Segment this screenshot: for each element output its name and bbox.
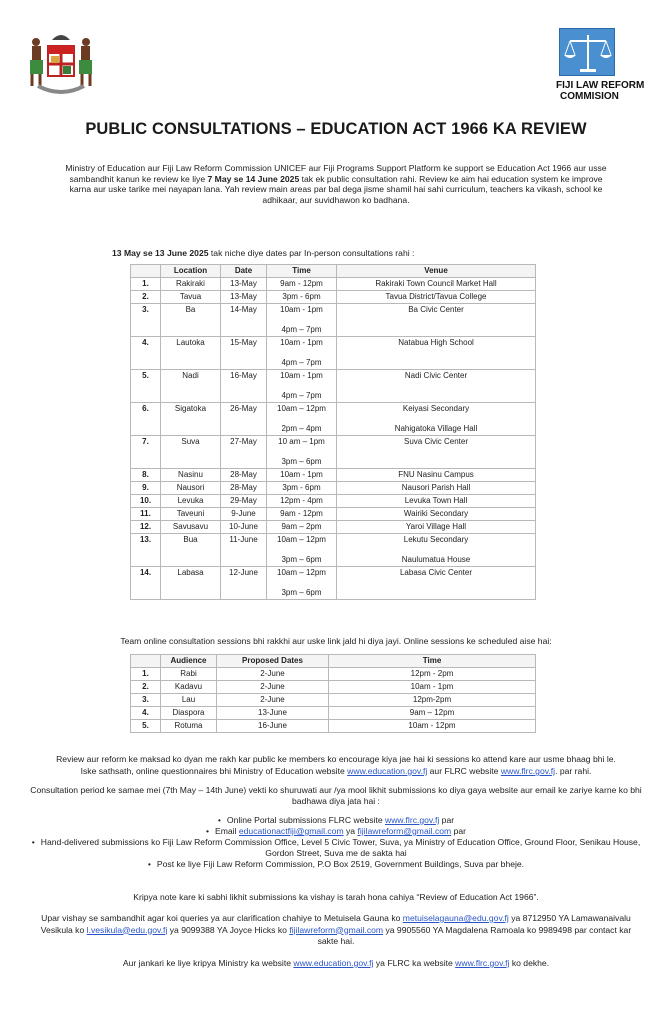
column-header: Date: [221, 265, 267, 278]
time-line: [269, 348, 334, 358]
row-number: 12.: [131, 521, 161, 534]
education-email-link[interactable]: educationactfiji@gmail.com: [238, 826, 344, 836]
venue-cell: [337, 508, 536, 521]
venue-line: Wairiki Secondary: [403, 509, 469, 518]
venue-cell: [337, 403, 536, 436]
education-website-link[interactable]: www.education.gov.fj: [293, 958, 374, 968]
location-cell: Labasa: [161, 567, 221, 600]
venue-line: [339, 545, 533, 555]
location-cell: Savusavu: [161, 521, 221, 534]
row-number: 2.: [131, 681, 161, 694]
time-line: 4pm – 7pm: [281, 358, 322, 367]
venue-cell: [337, 278, 536, 291]
column-header: Proposed Dates: [217, 655, 329, 668]
row-number: 9.: [131, 482, 161, 495]
location-cell: Nausori: [161, 482, 221, 495]
table-row: [131, 534, 536, 567]
time-line: 10am - 1pm: [280, 470, 323, 479]
audience-cell: Lau: [161, 694, 217, 707]
venue-line: Levuka Town Hall: [404, 496, 468, 505]
date-cell: 2-June: [217, 694, 329, 707]
page-title: PUBLIC CONSULTATIONS – EDUCATION ACT 1966 KA REVIEW: [85, 120, 587, 138]
time-cell: [267, 508, 337, 521]
date-cell: 16-May: [221, 370, 267, 403]
date-cell: 27-May: [221, 436, 267, 469]
date-cell: 13-May: [221, 278, 267, 291]
time-cell: [267, 337, 337, 370]
intro-dates: 7 May se 14 June 2025: [207, 173, 300, 184]
venue-cell: [337, 567, 536, 600]
time-line: 10 am – 1pm: [278, 437, 325, 446]
table-row: [131, 482, 536, 495]
time-cell: 10am - 1pm: [329, 681, 536, 694]
row-number: 11.: [131, 508, 161, 521]
location-cell: Rakiraki: [161, 278, 221, 291]
column-header: Time: [329, 655, 536, 668]
table-row: [131, 567, 536, 600]
contacts-text: Upar vishay se sambandhit agar koi queries ya aur clarification chahiye to Metuisela Gauna ko: [41, 913, 403, 923]
online-sessions-table: [130, 654, 536, 733]
date-cell: 2-June: [217, 681, 329, 694]
venue-line: Nausori Parish Hall: [401, 483, 471, 492]
flrc-website-link[interactable]: www.flrc.gov.fj: [385, 815, 440, 825]
time-cell: 12pm-2pm: [329, 694, 536, 707]
venue-cell: [337, 370, 536, 403]
contacts-paragraph: [30, 913, 642, 948]
table-row: [131, 694, 536, 707]
row-number: 1.: [131, 278, 161, 291]
venue-cell: [337, 482, 536, 495]
org-name-line1: FIJI LAW REFORM: [556, 80, 645, 91]
time-cell: [267, 521, 337, 534]
review-text: aur FLRC website: [427, 766, 501, 776]
time-cell: [267, 291, 337, 304]
venue-line: Rakiraki Town Council Market Hall: [375, 279, 497, 288]
time-line: 12pm - 4pm: [280, 496, 323, 505]
row-number: 8.: [131, 469, 161, 482]
table-row: [131, 521, 536, 534]
table-row: [131, 304, 536, 337]
time-cell: [267, 370, 337, 403]
venue-line: Nadi Civic Center: [404, 371, 468, 380]
venue-line: Naulumatua House: [401, 555, 471, 564]
intro-text: Ministry of Education aur Fiji Law Reform Commission UNICEF aur Fiji Programs Support Platform ke support se Education Act 1966 aur usse sambandhit kanun ke review ke liye: [65, 163, 607, 184]
location-cell: Taveuni: [161, 508, 221, 521]
contacts-text: ya 9099388 YA Joyce Hicks ko: [167, 924, 290, 935]
row-number: 3.: [131, 304, 161, 337]
flrc-email-link[interactable]: fijilawreform@gmail.com: [357, 826, 452, 836]
list-item-text: par: [439, 815, 455, 825]
row-number: 3.: [131, 694, 161, 707]
time-cell: 10am - 12pm: [329, 720, 536, 733]
audience-cell: Rabi: [161, 668, 217, 681]
column-header: [131, 655, 161, 668]
contact-email-link[interactable]: metuiselagauna@edu.gov.fj: [402, 913, 509, 923]
venue-line: Natabua High School: [398, 338, 474, 347]
date-cell: 13-June: [217, 707, 329, 720]
column-header: Location: [161, 265, 221, 278]
venue-cell: [337, 291, 536, 304]
location-cell: Levuka: [161, 495, 221, 508]
scales-of-justice-icon: [559, 28, 615, 76]
row-number: 4.: [131, 337, 161, 370]
venue-cell: [337, 304, 536, 337]
audience-cell: Kadavu: [161, 681, 217, 694]
fiji-coat-of-arms-logo: [26, 28, 96, 100]
review-line2: [28, 765, 644, 777]
time-line: 9am - 12pm: [280, 279, 323, 288]
table-row: [131, 337, 536, 370]
row-number: 5.: [131, 370, 161, 403]
venue-line: Labasa Civic Center: [399, 568, 473, 577]
table-row: [131, 508, 536, 521]
table-row: [131, 681, 536, 694]
time-line: [269, 381, 334, 391]
audience-cell: Diaspora: [161, 707, 217, 720]
intro-text-rest: tak ek public consultation rahi. Review ke aim hai education system ke improve karna aur uske tarike mei nayapan lana. Yah review main areas par bal dega jisme shamil hai sahi curriculum, teachers ka vikash, school ke adhikaar, aur suvidhawon ko badhana.: [69, 173, 603, 205]
time-cell: 12pm - 2pm: [329, 668, 536, 681]
list-item: [30, 815, 642, 826]
venue-cell: [337, 337, 536, 370]
org-name-line2: COMMISION: [560, 91, 619, 102]
online-intro: Team online consultation sessions bhi rakkhi aur uske link jald hi diya jayi. Online sessions ke scheduled aise hai:: [120, 636, 552, 646]
location-cell: Sigatoka: [161, 403, 221, 436]
venue-cell: [337, 469, 536, 482]
table-row: [131, 469, 536, 482]
venue-line: Keiyasi Secondary: [402, 404, 470, 413]
venue-cell: [337, 534, 536, 567]
date-cell: 13-May: [221, 291, 267, 304]
time-line: 3pm – 6pm: [281, 555, 322, 564]
table-row: [131, 668, 536, 681]
time-cell: [267, 304, 337, 337]
time-cell: [267, 403, 337, 436]
list-item: • Hand-delivered submissions ko Fiji Law Reform Commission Office, Level 5 Civic Tower, Suva, ya Ministry of Education Office, Ground Floor, Senikau House, Gordon Street, Suva me de sakta hai: [30, 837, 642, 859]
submission-subject-note: Kripya note kare ki sabhi likhit submissions ka vishay is tarah hona cahiya “Review of Education Act 1966”.: [133, 892, 539, 902]
time-line: 10am – 12pm: [277, 404, 326, 413]
date-cell: 26-May: [221, 403, 267, 436]
time-line: 10am – 12pm: [277, 535, 326, 544]
time-line: 3pm - 6pm: [282, 292, 321, 301]
flrc-logo: [556, 28, 646, 104]
row-number: 13.: [131, 534, 161, 567]
list-item: • Post ke liye Fiji Law Reform Commission, P.O Box 2519, Government Buildings, Suva par bheje.: [30, 859, 642, 870]
time-cell: [267, 534, 337, 567]
review-text: Iske sathsath, online questionnaires bhi Ministry of Education website: [80, 766, 348, 776]
contact-email-link[interactable]: fijilawreform@gmail.com: [289, 924, 384, 935]
time-line: 3pm – 6pm: [281, 588, 322, 597]
date-cell: 29-May: [221, 495, 267, 508]
inperson-dates: 13 May se 13 June 2025: [112, 248, 209, 258]
time-line: [269, 447, 334, 457]
venue-line: FNU Nasinu Campus: [398, 470, 474, 479]
venue-line: Nahigatoka Village Hall: [394, 424, 478, 433]
list-item-text: Email: [214, 826, 239, 836]
list-item: [30, 826, 642, 837]
flrc-website-link[interactable]: www.flrc.gov.fj: [455, 958, 510, 968]
column-header: Venue: [337, 265, 536, 278]
time-cell: [267, 436, 337, 469]
contacts-text: ya 9905560 YA Magdalena Ramoala ko 9989498 par contact kar sakte hai.: [317, 924, 632, 946]
table-row: [131, 278, 536, 291]
review-paragraph: [28, 753, 644, 777]
column-header: Time: [267, 265, 337, 278]
column-header: [131, 265, 161, 278]
time-cell: [267, 278, 337, 291]
time-line: 2pm – 4pm: [281, 424, 322, 433]
date-cell: 11-June: [221, 534, 267, 567]
column-header: Audience: [161, 655, 217, 668]
table-row: [131, 403, 536, 436]
inperson-intro: [112, 248, 414, 258]
table-row: [131, 436, 536, 469]
row-number: 5.: [131, 720, 161, 733]
footer-text: Aur jankari ke liye kripya Ministry ka website: [122, 958, 294, 968]
time-cell: [267, 482, 337, 495]
time-line: 10am – 12pm: [277, 568, 326, 577]
table-row: [131, 707, 536, 720]
time-line: 10am - 1pm: [280, 371, 323, 380]
venue-line: [339, 414, 533, 424]
table-row: [131, 720, 536, 733]
table-row: [131, 495, 536, 508]
time-line: 9am - 12pm: [280, 509, 323, 518]
row-number: 7.: [131, 436, 161, 469]
date-cell: 12-June: [221, 567, 267, 600]
education-website-link[interactable]: www.education.gov.fj: [347, 766, 428, 776]
location-cell: Nadi: [161, 370, 221, 403]
row-number: 2.: [131, 291, 161, 304]
venue-line: Ba Civic Center: [408, 305, 464, 314]
period-paragraph: Consultation period ke samae mei (7th May – 14th June) vekti ko shuruwati aur /ya mool likhit submissions ko diya gaya website aur email ke zariye karne ko bhi badhawa diya jata hai :: [30, 785, 642, 806]
footer-paragraph: [0, 958, 672, 968]
list-item-text: ya: [343, 826, 358, 836]
date-cell: 28-May: [221, 469, 267, 482]
date-cell: 14-May: [221, 304, 267, 337]
time-line: 4pm – 7pm: [281, 391, 322, 400]
row-number: 1.: [131, 668, 161, 681]
location-cell: Tavua: [161, 291, 221, 304]
venue-cell: [337, 495, 536, 508]
table-header-row: [131, 265, 536, 278]
date-cell: 10-June: [221, 521, 267, 534]
row-number: 10.: [131, 495, 161, 508]
location-cell: Ba: [161, 304, 221, 337]
inperson-intro-text: tak niche diye dates par In-person consultations rahi :: [208, 248, 415, 258]
footer-text: ya FLRC ka website: [373, 958, 456, 968]
review-text: . par rahi.: [555, 766, 592, 776]
venue-line: Yaroi Village Hall: [405, 522, 467, 531]
time-line: 9am – 2pm: [281, 522, 322, 531]
table-row: [131, 370, 536, 403]
time-line: [269, 414, 334, 424]
time-line: 10am - 1pm: [280, 305, 323, 314]
date-cell: 28-May: [221, 482, 267, 495]
time-cell: 9am – 12pm: [329, 707, 536, 720]
time-cell: [267, 469, 337, 482]
time-line: 3pm – 6pm: [281, 457, 322, 466]
venue-line: Suva Civic Center: [403, 437, 469, 446]
date-cell: 2-June: [217, 668, 329, 681]
date-cell: 16-June: [217, 720, 329, 733]
location-cell: Bua: [161, 534, 221, 567]
table-row: [131, 291, 536, 304]
submission-methods-list: [30, 815, 642, 870]
review-line1: Review aur reform ke maksad ko dyan me rakh kar public ke members ko encourage kiya jae hai ki sessions ko attend kare aur usme bhaag bhi le.: [56, 754, 616, 764]
venue-line: Lekutu Secondary: [403, 535, 469, 544]
venue-line: Tavua District/Tavua College: [385, 292, 487, 301]
location-cell: Nasinu: [161, 469, 221, 482]
time-line: [269, 578, 334, 588]
venue-cell: [337, 436, 536, 469]
row-number: 4.: [131, 707, 161, 720]
location-cell: Suva: [161, 436, 221, 469]
row-number: 14.: [131, 567, 161, 600]
time-line: [269, 545, 334, 555]
contacts-text: ya 8712950 YA Lamawanaivalu Vesikula ko: [40, 913, 631, 935]
row-number: 6.: [131, 403, 161, 436]
contact-email-link[interactable]: l.vesikula@edu.gov.fj: [86, 924, 168, 935]
location-cell: Lautoka: [161, 337, 221, 370]
intro-paragraph: [60, 163, 612, 205]
time-line: [269, 315, 334, 325]
inperson-consultations-table: [130, 264, 536, 600]
time-line: 10am - 1pm: [280, 338, 323, 347]
footer-text: ko dekhe.: [509, 958, 550, 968]
time-line: 3pm - 6pm: [282, 483, 321, 492]
time-cell: [267, 495, 337, 508]
venue-cell: [337, 521, 536, 534]
time-line: 4pm – 7pm: [281, 325, 322, 334]
flrc-website-link[interactable]: www.flrc.gov.fj: [500, 766, 556, 776]
table-header-row: [131, 655, 536, 668]
time-cell: [267, 567, 337, 600]
list-item-text: par: [451, 826, 467, 836]
date-cell: 15-May: [221, 337, 267, 370]
audience-cell: Rotuma: [161, 720, 217, 733]
date-cell: 9-June: [221, 508, 267, 521]
list-item-text: Online Portal submissions FLRC website: [226, 815, 385, 825]
